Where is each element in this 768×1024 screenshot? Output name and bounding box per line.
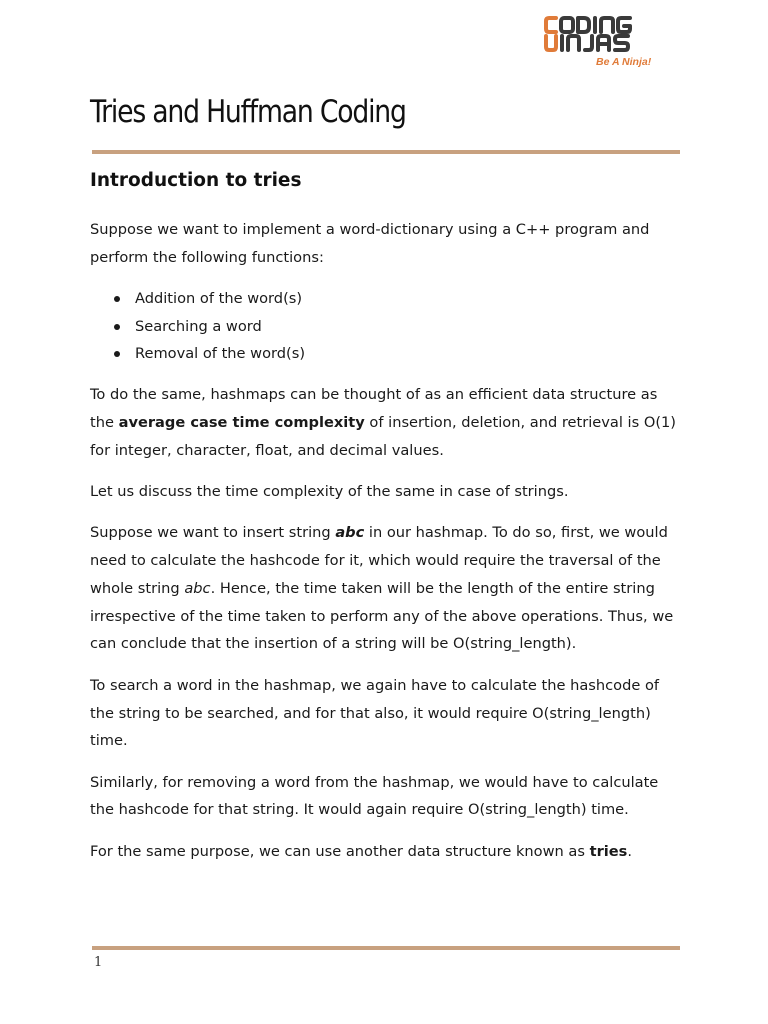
paragraph-hashmaps xyxy=(90,381,685,464)
text-run: . Hence, the time taken will be the length of the entire string irrespective of the time taken to perform any of the above operations. Thus, we can conclude that the insertion of a string will be O(string_length). xyxy=(90,579,674,653)
list-item: Searching a word xyxy=(90,313,685,341)
coding-ninjas-logo xyxy=(544,14,664,70)
text-run: of insertion, deletion, and retrieval is O(1) for integer, character, float, and decimal values. xyxy=(90,413,677,459)
paragraph-strings: Let us discuss the time complexity of the same in case of strings. xyxy=(90,482,569,500)
document-title: Tries and Huffman Coding xyxy=(90,94,406,130)
text-run: For the same purpose, we can use another data structure known as xyxy=(90,842,590,860)
paragraph-tries xyxy=(90,838,685,866)
list-item: Addition of the word(s) xyxy=(90,285,685,313)
paragraph-insert xyxy=(90,519,685,658)
text-run: in our hashmap. To do so, first, we would need to calculate the hashcode for it, which would require the traversal of the whole string xyxy=(90,524,668,597)
bold-italic-term: abc xyxy=(335,524,365,542)
function-list xyxy=(90,285,685,368)
italic-term: abc xyxy=(184,579,211,597)
list-item: Removal of the word(s) xyxy=(90,340,685,368)
footer-divider xyxy=(92,946,680,950)
bold-term: tries xyxy=(589,842,628,860)
paragraph-intro: Suppose we want to implement a word-dictionary using a C++ program and perform the following functions: xyxy=(90,221,650,266)
document-body xyxy=(90,216,685,879)
text-run: To do the same, hashmaps can be thought of as an efficient data structure as the xyxy=(90,386,658,431)
page-number: 1 xyxy=(94,955,103,970)
text-run: Suppose we want to insert string xyxy=(90,524,336,542)
text-run: . xyxy=(627,842,632,860)
title-divider xyxy=(92,150,680,154)
bold-term: average case time complexity xyxy=(118,413,365,431)
svg-text:Be A Ninja!: Be A Ninja! xyxy=(596,56,652,68)
section-heading: Introduction to tries xyxy=(90,170,302,191)
paragraph-search: To search a word in the hashmap, we again have to calculate the hashcode of the string to be searched, and for that also, it would require O(string_length) time. xyxy=(90,676,660,750)
paragraph-remove: Similarly, for removing a word from the hashmap, we would have to calculate the hashcode for that string. It would again require O(string_length) time. xyxy=(90,773,659,819)
